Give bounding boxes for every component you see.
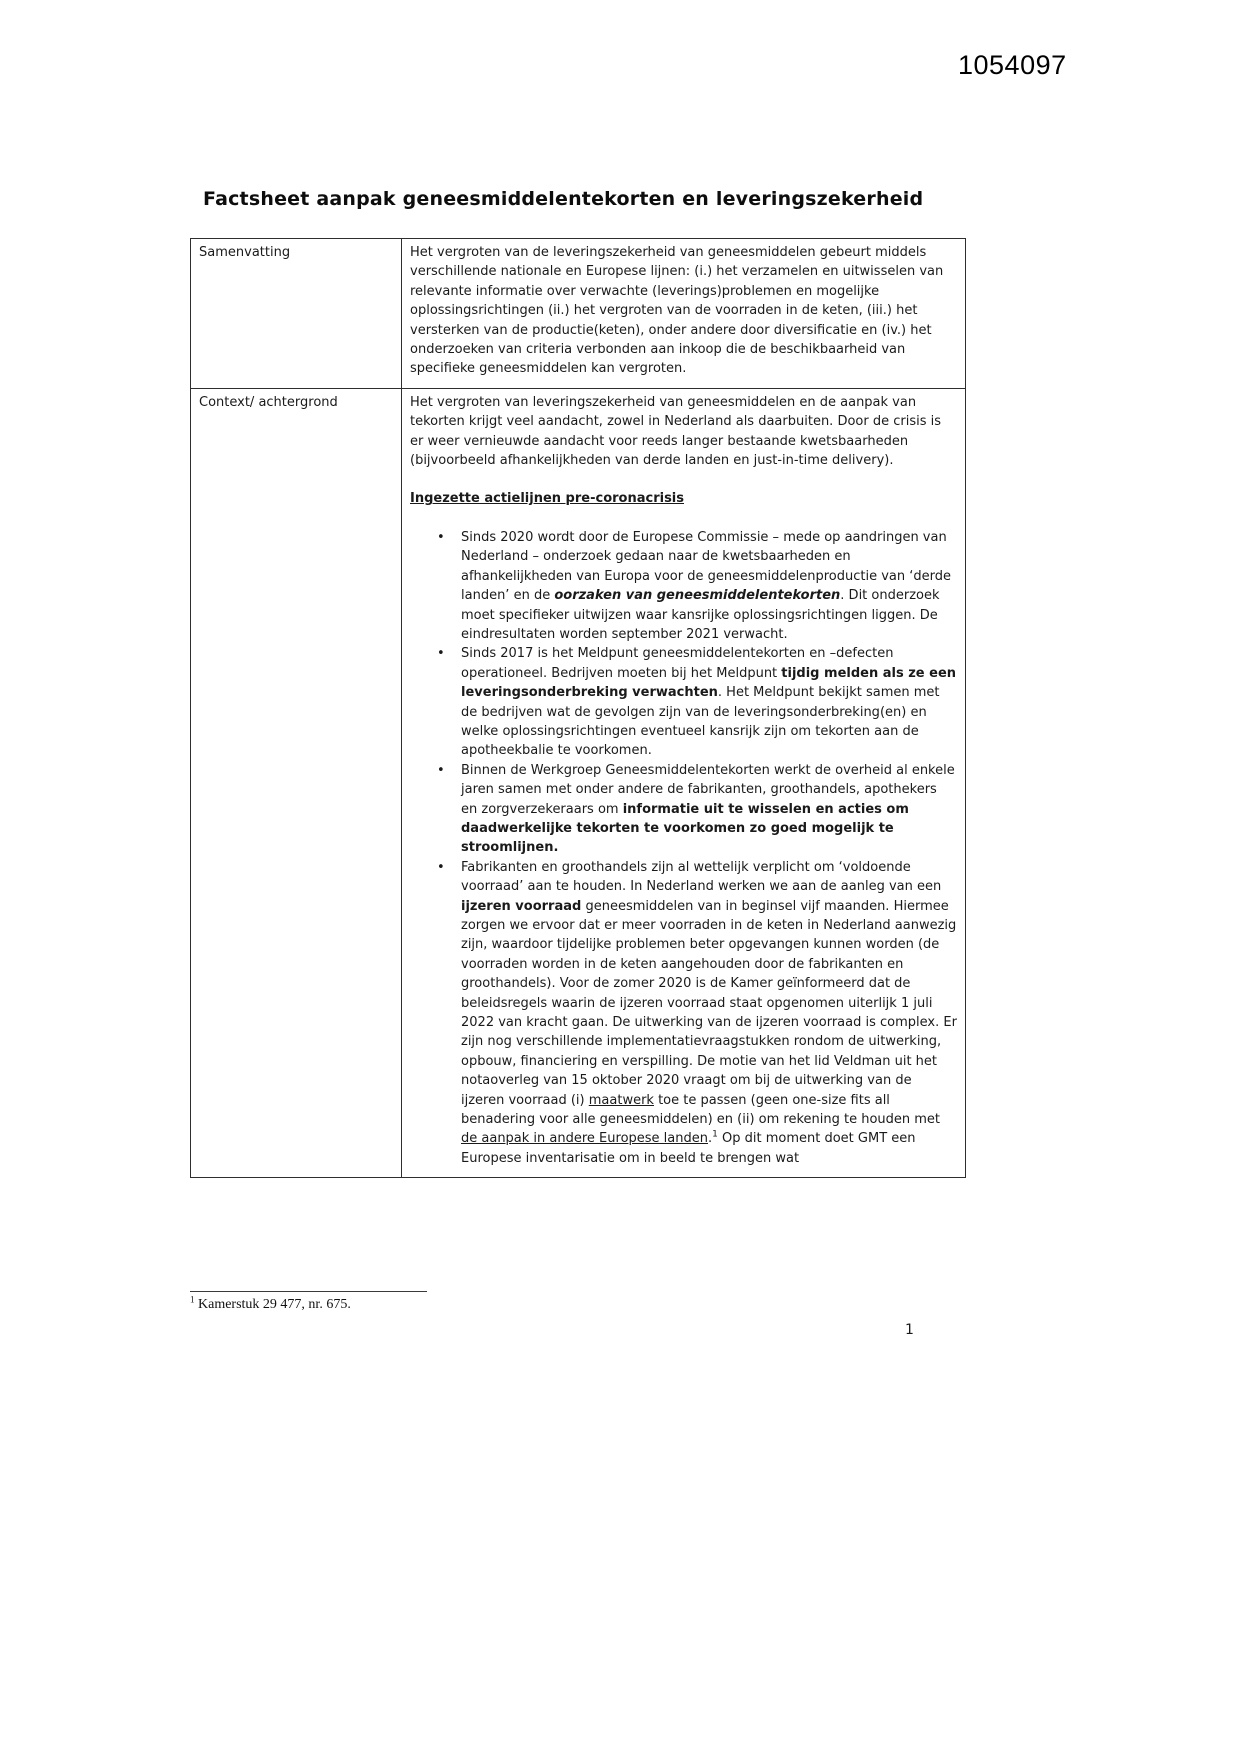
bullet-text: . Dit onderzoek moet specifieker uitwijzen waar kansrijke oplossingsrichtingen liggen. De eindresultaten worden september 2021 verwacht.: [461, 588, 940, 642]
doc-number: 1054097: [958, 50, 1067, 80]
page-number: 1: [905, 1322, 914, 1338]
bullet-text: . Het Meldpunt bekijkt samen met de bedrijven wat de gevolgen zijn van de leveringsonderbreking(en) en welke oplossingsrichtingen eventueel kansrijk zijn om tekorten aan de apotheekbalie te voorkomen.: [461, 685, 940, 759]
bullet-item: [410, 761, 957, 858]
bullet-list: [410, 528, 957, 1168]
factsheet-table: [190, 238, 966, 1178]
context-intro: Het vergroten van leveringszekerheid van geneesmiddelen en de aanpak van tekorten krijgt veel aandacht, zowel in Nederland als daarbuiten. Door de crisis is er weer vernieuwde aandacht voor reeds langer bestaande kwetsbaarheden (bijvoorbeeld afhankelijkheden van derde landen en just-in-time delivery).: [410, 394, 942, 469]
footnote-divider: [190, 1291, 427, 1292]
bullet-text: Op dit moment doet GMT een Europese inventarisatie om in beeld te brengen wat: [461, 1131, 916, 1166]
bullet-item: [410, 858, 957, 1169]
bullet-text: .: [708, 1131, 713, 1147]
footnote-marker: 1: [190, 1294, 195, 1305]
bullet-text: Binnen de Werkgroep Geneesmiddelentekorten werkt de overheid al enkele jaren samen met onder andere de fabrikanten, groothandels, apothekers en zorgverzekeraars om: [461, 762, 955, 817]
bullet-text-bold: tijdig melden als ze een leveringsonderbreking verwachten: [461, 665, 957, 701]
bullet-text: Sinds 2017 is het Meldpunt geneesmiddelentekorten en –defecten operationeel. Bedrijven moeten bij het Meldpunt: [461, 646, 894, 681]
footnote: [190, 1294, 351, 1313]
bullet-text-bold-italic: oorzaken van geneesmiddelentekorten: [554, 588, 841, 604]
bullet-text: toe te passen (geen one-size fits all benadering voor alle geneesmiddelen) en (ii) om rekening te houden met: [461, 1092, 941, 1128]
bullet-item: [410, 644, 957, 760]
table-row-context: [191, 388, 966, 1177]
row-label-samenvatting: Samenvatting: [191, 239, 402, 389]
page-title: Factsheet aanpak geneesmiddelentekorten en leveringszekerheid: [203, 188, 924, 210]
bullet-text: Sinds 2020 wordt door de Europese Commissie – mede op aandringen van Nederland – onderzoek gedaan naar de kwetsbaarheden en afhankelijkheden van Europa voor de geneesmiddelenproductie van ‘derde landen’ en de: [461, 529, 951, 604]
footnote-reference: 1: [712, 1130, 718, 1141]
section-heading: Ingezette actielijnen pre-coronacrisis: [410, 491, 684, 507]
row-body-samenvatting: [402, 239, 966, 389]
bullet-text-bold: ijzeren voorraad: [461, 898, 582, 914]
bullet-text: Fabrikanten en groothandels zijn al wettelijk verplicht om ‘voldoende voorraad’ aan te houden. In Nederland werken we aan de aanleg van een: [461, 859, 942, 895]
footnote-text: Kamerstuk 29 477, nr. 675.: [198, 1297, 351, 1312]
bullet-text-underline: maatwerk: [588, 1092, 654, 1108]
table-row-samenvatting: [191, 239, 966, 389]
row-body-context: [402, 388, 966, 1177]
bullet-item: [410, 528, 957, 644]
bullet-text-bold: informatie uit te wisselen en acties om daadwerkelijke tekorten te voorkomen zo goed mogelijk te stroomlijnen.: [461, 801, 909, 856]
row-label-context: Context/ achtergrond: [191, 388, 402, 1177]
samenvatting-text: Het vergroten van de leveringszekerheid van geneesmiddelen gebeurt middels verschillende nationale en Europese lijnen: (i.) het verzamelen en uitwisselen van relevante informatie over verwachte (leverings)problemen en mogelijke oplossingsrichtingen (ii.) het vergroten van de voorraden in de keten, (iii.) het versterken van de productie(keten), onder andere door diversificatie en (iv.) het onderzoeken van criteria verbonden aan inkoop die de beschikbaarheid van specifieke geneesmiddelen kan vergroten.: [410, 245, 944, 377]
bullet-text-underline: de aanpak in andere Europese landen: [461, 1131, 708, 1147]
bullet-text: geneesmiddelen van in beginsel vijf maanden. Hiermee zorgen we ervoor dat er meer voorraden in de keten in Nederland aanwezig zijn, waardoor tijdelijke problemen beter opgevangen kunnen worden (de voorraden worden in de keten aangehouden door de fabrikanten en groothandels). Voor de zomer 2020 is de Kamer geïnformeerd dat de beleidsregels waarin de ijzeren voorraad staat opgenomen uiterlijk 1 juli 2022 van kracht gaan. De uitwerking van de ijzeren voorraad is complex. Er zijn nog verschillende implementatievraagstukken rondom de uitwerking, opbouw, financiering en verspilling. De motie van het lid Veldman uit het notaoverleg van 15 oktober 2020 vraagt om bij de uitwerking van de ijzeren voorraad (i): [461, 898, 957, 1108]
